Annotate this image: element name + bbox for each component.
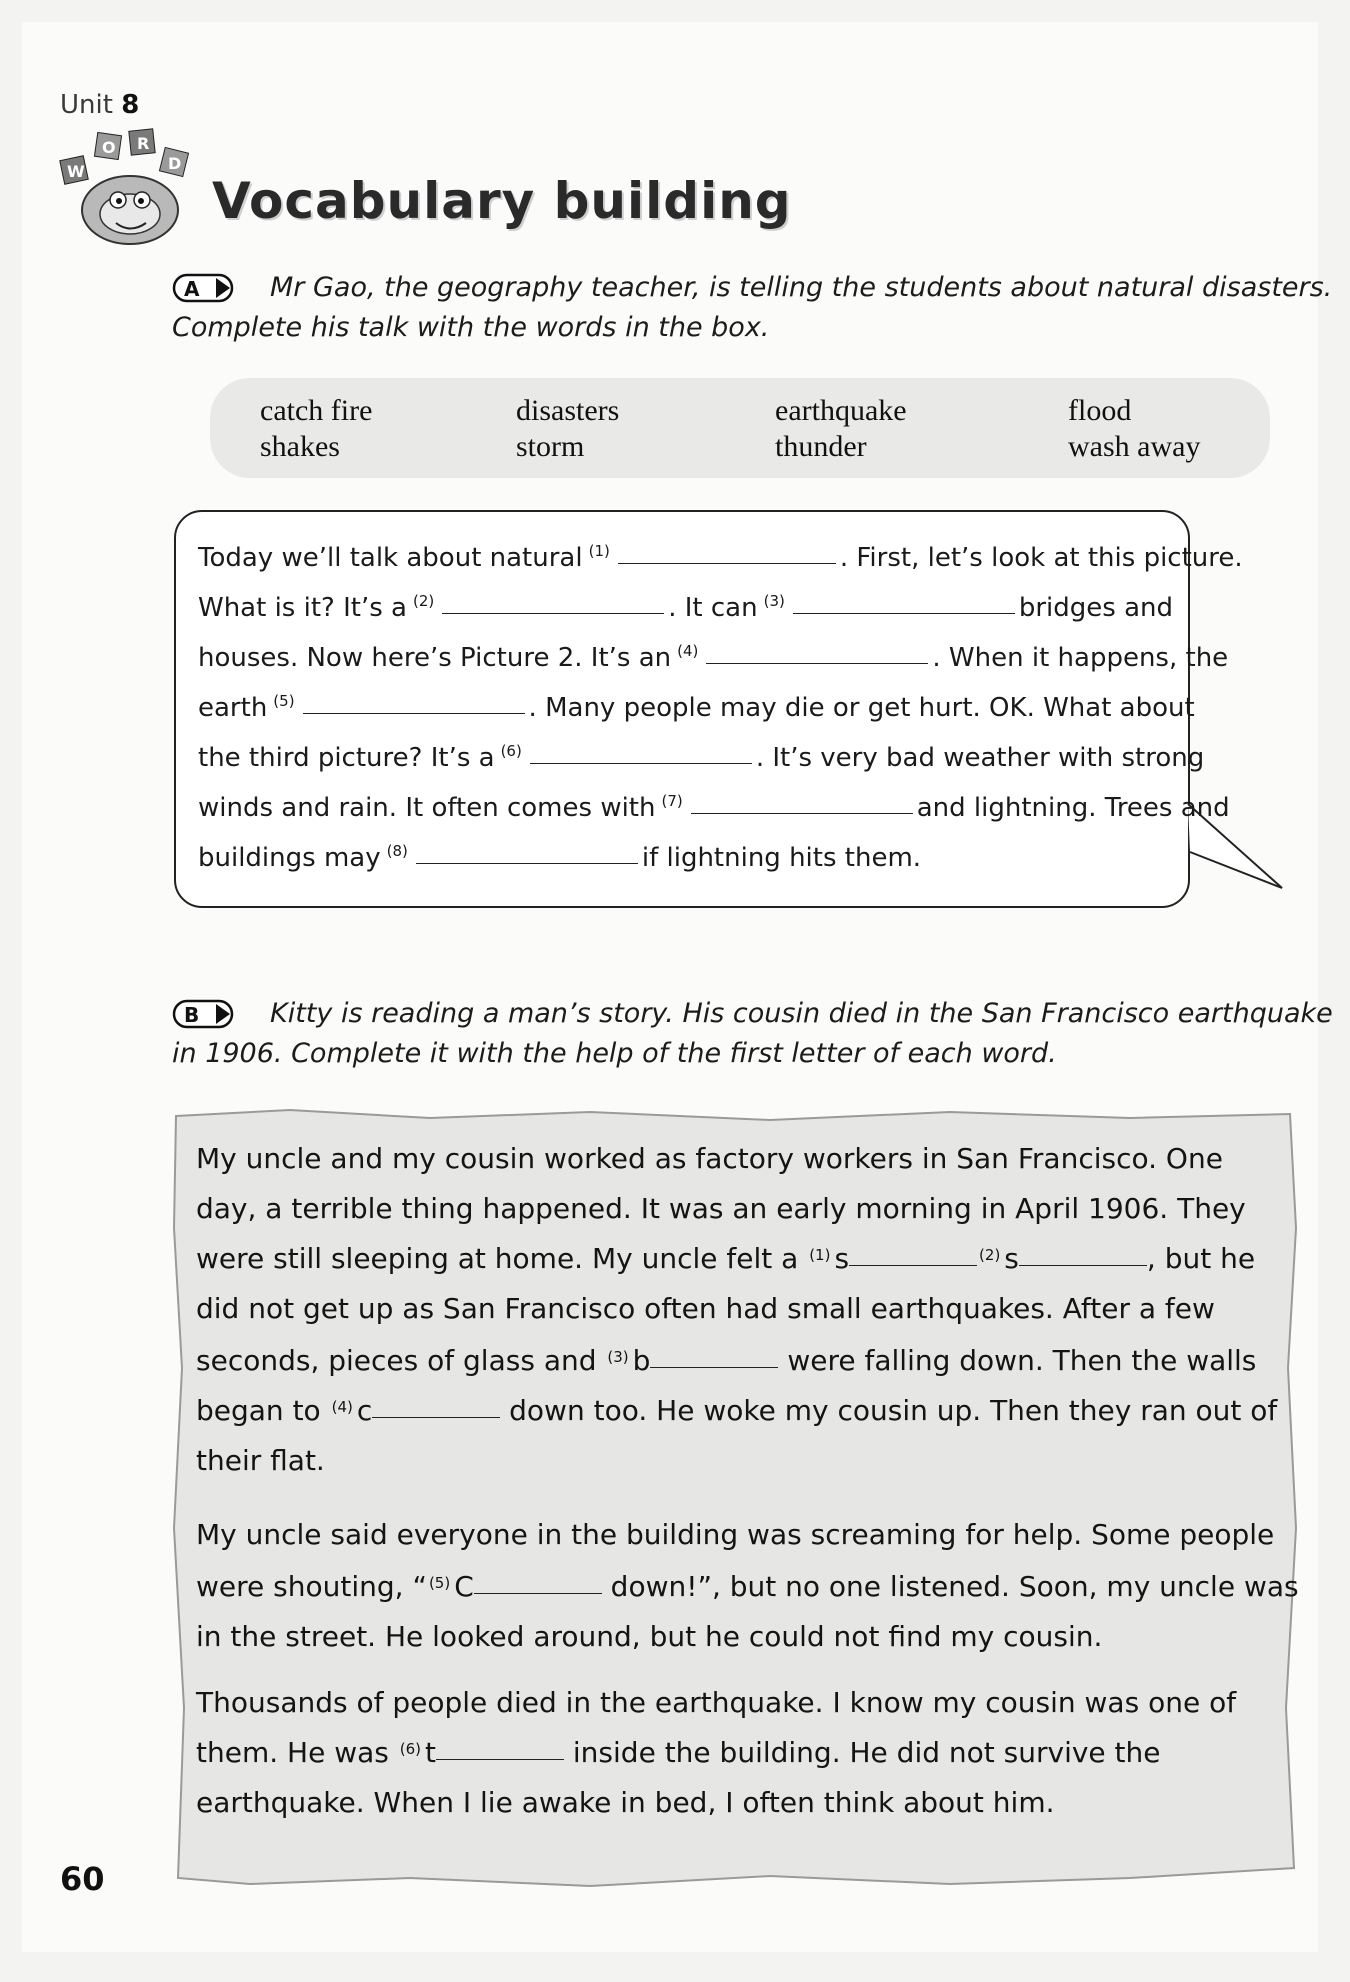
story-line: their flat. (196, 1444, 325, 1477)
word-mascot-logo (58, 128, 206, 248)
answer-blank[interactable] (691, 812, 913, 814)
story-line: Thousands of people died in the earthquake. I know my cousin was one of (196, 1686, 1237, 1719)
torn-paper-background (170, 1108, 1298, 1888)
answer-blank[interactable] (849, 1264, 977, 1266)
answer-blank[interactable] (793, 612, 1015, 614)
story-line: My uncle and my cousin worked as factory workers in San Francisco. One (196, 1142, 1223, 1175)
task-a-instruction-1: Mr Gao, the geography teacher, is telling the students about natural disasters. (270, 272, 1333, 303)
answer-blank[interactable] (618, 562, 836, 564)
task-a-instruction-2: Complete his talk with the words in the box. (172, 312, 770, 343)
story-line: were still sleeping at home. My uncle felt a $^{(1)}$ s $^{(2)}$ s , but he (196, 1242, 1256, 1275)
logo-letter-r: R (137, 134, 150, 153)
talk-line: What is it? It’s a $^{(2)}$ . It can $^{(3)}$ bridges and (198, 592, 1173, 623)
talk-line: earth $^{(5)}$ . Many people may die or get hurt. OK. What about (198, 692, 1195, 723)
word-box-item: disasters (516, 394, 620, 427)
story-line: began to $^{(4)}$ c down too. He woke my cousin up. Then they ran out of (196, 1394, 1278, 1427)
task-b-instruction-1: Kitty is reading a man’s story. His cousin died in the San Francisco earthquake (270, 998, 1333, 1029)
talk-line: Today we’ll talk about natural $^{(1)}$ . First, let’s look at this picture. (198, 542, 1243, 573)
word-box-item: earthquake (775, 394, 907, 427)
story-line: in the street. He looked around, but he could not find my cousin. (196, 1620, 1103, 1653)
talk-line: buildings may $^{(8)}$ if lightning hits them. (198, 842, 922, 873)
unit-label: Unit 8 (60, 90, 140, 120)
word-box-item: shakes (260, 430, 340, 463)
answer-blank[interactable] (372, 1416, 500, 1418)
talk-line: winds and rain. It often comes with $^{(7)}$ and lightning. Trees and (198, 792, 1230, 823)
answer-blank[interactable] (650, 1366, 778, 1368)
answer-blank[interactable] (706, 662, 928, 664)
story-line: My uncle said everyone in the building was screaming for help. Some people (196, 1518, 1275, 1551)
word-box-item: thunder (775, 430, 867, 463)
svg-text:B: B (184, 1003, 200, 1027)
svg-text:A: A (184, 277, 200, 301)
talk-line: the third picture? It’s a $^{(6)}$ . It’s very bad weather with strong (198, 742, 1205, 773)
word-box-item: wash away (1068, 430, 1201, 463)
story-line: them. He was $^{(6)}$ t inside the building. He did not survive the (196, 1736, 1161, 1769)
answer-blank[interactable] (442, 612, 664, 614)
page-number: 60 (60, 1860, 105, 1898)
page-title: Vocabulary building (212, 172, 792, 230)
story-line: were shouting, “ $^{(5)}$ C down!”, but no one listened. Soon, my uncle was (196, 1570, 1299, 1603)
word-box-item: catch fire (260, 394, 373, 427)
story-line: seconds, pieces of glass and $^{(3)}$ b were falling down. Then the walls (196, 1344, 1257, 1377)
answer-blank[interactable] (474, 1592, 602, 1594)
task-b-instruction-2: in 1906. Complete it with the help of the first letter of each word. (172, 1038, 1057, 1069)
answer-blank[interactable] (416, 862, 638, 864)
task-b-tag (172, 998, 252, 1030)
story-line: did not get up as San Francisco often had small earthquakes. After a few (196, 1292, 1215, 1325)
answer-blank[interactable] (303, 712, 525, 714)
answer-blank[interactable] (530, 762, 752, 764)
answer-blank[interactable] (436, 1758, 564, 1760)
word-box-item: flood (1068, 394, 1132, 427)
task-a-tag (172, 272, 252, 304)
word-box (210, 378, 1270, 478)
story-line: day, a terrible thing happened. It was an early morning in April 1906. They (196, 1192, 1246, 1225)
logo-letter-w: W (67, 162, 85, 181)
story-line: earthquake. When I lie awake in bed, I often think about him. (196, 1786, 1055, 1819)
logo-letter-d: D (168, 154, 182, 173)
talk-line: houses. Now here’s Picture 2. It’s an $^{(4)}$ . When it happens, the (198, 642, 1229, 673)
word-box-item: storm (516, 430, 585, 463)
logo-letter-o: O (102, 138, 116, 157)
answer-blank[interactable] (1019, 1264, 1147, 1266)
